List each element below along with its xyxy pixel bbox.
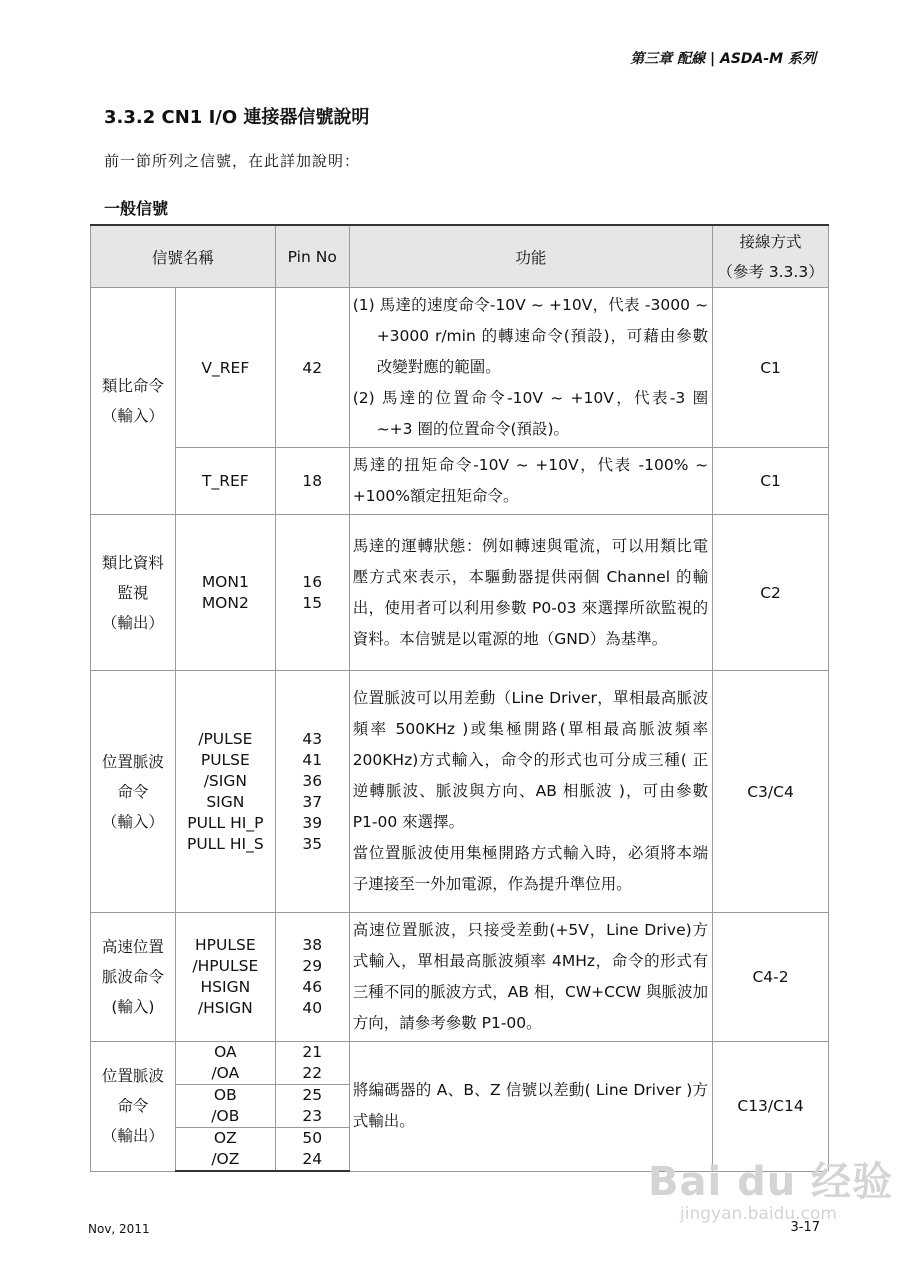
header-pin: Pin No (275, 225, 349, 288)
watermark-url: jingyan.baidu.com (680, 1204, 837, 1224)
signal-name-cell: HPULSE /HPULSE HSIGN /HSIGN (175, 913, 275, 1042)
table-row (91, 515, 829, 671)
category-cell: 類比命令 （輸入） (91, 288, 176, 515)
function-cell: 馬達的運轉狀態：例如轉速與電流，可以用類比電壓方式來表示，本驅動器提供兩個 Channel 的輸出，使用者可以利用參數 P0-03 來選擇所欲監視的資料。本信號是以電源的地（GND）為基準。 (349, 515, 712, 671)
intro-text: 前一節所列之信號，在此詳加說明： (104, 152, 361, 170)
table-row (91, 913, 829, 1042)
pin-cell: 21 22 (275, 1042, 349, 1085)
signal-table (90, 224, 829, 1172)
signal-name-cell: /PULSE PULSE /SIGN SIGN PULL HI_P PULL HI_S (175, 671, 275, 913)
table-row (91, 671, 829, 913)
table-row (91, 448, 829, 515)
pin-cell: 43 41 36 37 39 35 (275, 671, 349, 913)
function-cell: 馬達的扭矩命令-10V ~ +10V，代表 -100% ~ +100%額定扭矩命令。 (349, 448, 712, 515)
category-cell: 類比資料 監視 （輸出） (91, 515, 176, 671)
table-header-row (91, 225, 829, 288)
pin-cell: 16 15 (275, 515, 349, 671)
running-header: 第三章 配線 | ASDA-M 系列 (630, 51, 816, 67)
subheading: 一般信號 (104, 199, 169, 218)
signal-name-cell: MON1 MON2 (175, 515, 275, 671)
signal-name-cell: V_REF (175, 288, 275, 448)
category-cell: 位置脈波 命令 （輸出） (91, 1042, 176, 1172)
function-paragraph-2: 當位置脈波使用集極開路方式輸入時，必須將本端子連接至一外加電源，作為提升準位用。 (352, 844, 709, 893)
category-cell: 位置脈波 命令 （輸入） (91, 671, 176, 913)
pin-cell: 25 23 (275, 1085, 349, 1128)
page-number: 3-17 (790, 1220, 820, 1235)
baidu-watermark: Bai du 经验 (648, 1159, 894, 1205)
function-item-2: (2) 馬達的位置命令-10V ~ +10V，代表-3 圈~+3 圈的位置命令(預設)。 (352, 389, 709, 438)
signal-name-cell: OB /OB (175, 1085, 275, 1128)
function-paragraph-1: 位置脈波可以用差動（Line Driver，單相最高脈波頻率 500KHz )或集極開路(單相最高脈波頻率 200KHz)方式輸入，命令的形式也可分成三種( 正逆轉脈波、脈波與方向、AB 相脈波 )，可由參數 P1-00 來選擇。 (352, 689, 709, 831)
function-cell (349, 288, 712, 448)
wiring-cell: C1 (713, 448, 829, 515)
header-function: 功能 (349, 225, 712, 288)
signal-name-cell: OA /OA (175, 1042, 275, 1085)
wiring-cell: C3/C4 (713, 671, 829, 913)
function-item-1: (1) 馬達的速度命令-10V ~ +10V，代表 -3000 ~ +3000 r/min 的轉速命令(預設)，可藉由參數改變對應的範圍。 (352, 296, 709, 376)
wiring-cell: C1 (713, 288, 829, 448)
header-signal-name: 信號名稱 (91, 225, 276, 288)
pin-cell: 42 (275, 288, 349, 448)
function-cell (349, 671, 712, 913)
function-cell: 高速位置脈波，只接受差動(+5V，Line Drive)方式輸入，單相最高脈波頻率 4MHz，命令的形式有三種不同的脈波方式，AB 相，CW+CCW 與脈波加方向，請參考參數 P1-00。 (349, 913, 712, 1042)
signal-name-cell: OZ /OZ (175, 1128, 275, 1172)
pin-cell: 38 29 46 40 (275, 913, 349, 1042)
function-cell: 將編碼器的 A、B、Z 信號以差動( Line Driver )方式輸出。 (349, 1042, 712, 1172)
wiring-cell: C2 (713, 515, 829, 671)
pin-cell: 18 (275, 448, 349, 515)
header-wiring: 接線方式 （參考 3.3.3） (713, 225, 829, 288)
category-cell: 高速位置 脈波命令 (輸入) (91, 913, 176, 1042)
pin-cell: 50 24 (275, 1128, 349, 1172)
wiring-cell: C4-2 (713, 913, 829, 1042)
section-title: 3.3.2 CN1 I/O 連接器信號說明 (104, 107, 370, 128)
table-row (91, 288, 829, 448)
table-row (91, 1042, 829, 1085)
signal-name-cell: T_REF (175, 448, 275, 515)
wiring-cell: C13/C14 (713, 1042, 829, 1172)
footer-date: Nov, 2011 (88, 1222, 150, 1236)
